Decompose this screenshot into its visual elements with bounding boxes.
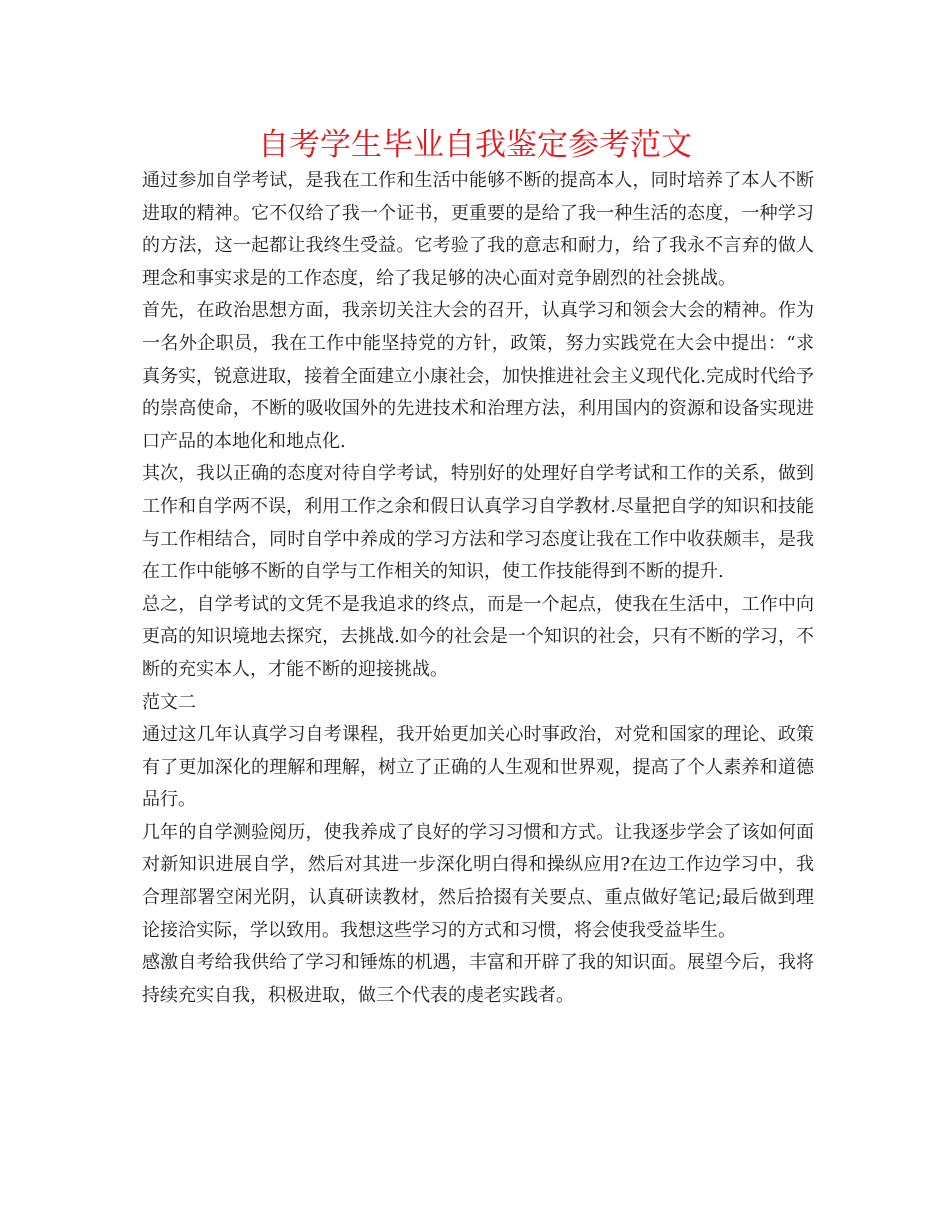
section-heading-sample-two: 范文二 [142,691,196,713]
paragraph-study-habits: 几年的自学测验阅历，使我养成了良好的学习习惯和方式。让我逐步学会了该如何面对新知识进展自学，然后对其进一步深化明白得和操纵应用?在边工作边学习中，我合理部署空闲光阴，认真研读教材，然后拾掇有关要点、重点做好笔记;最后做到理论接洽实际，学以致用。我想这些学习的方式和习惯，将会使我受益毕生。 [142,821,814,941]
paragraph-politics: 首先，在政治思想方面，我亲切关注大会的召开，认真学习和领会大会的精神。作为一名外企职员，我在工作中能坚持党的方针，政策，努力实践党在大会中提出：“求真务实，锐意进取，接着全面建立小康社会，加快推进社会主义现代化.完成时代给予的崇高使命，不断的吸收国外的先进技术和治理方法，利用国内的资源和设备实现进口产品的本地化和地点化. [142,300,814,452]
document-body [142,165,814,1012]
paragraph-gratitude: 感激自考给我供给了学习和锤炼的机遇，丰富和开辟了我的知识面。展望今后，我将持续充实自我，积极进取，做三个代表的虔老实践者。 [142,952,814,1006]
document-title: 自考学生毕业自我鉴定参考范文 [258,127,692,163]
paragraph-intro: 通过参加自学考试，是我在工作和生活中能够不断的提高本人，同时培养了本人不断进取的精神。它不仅给了我一个证书，更重要的是给了我一种生活的态度，一种学习的方法，这一起都让我终生受益。它考验了我的意志和耐力，给了我永不言弃的做人理念和事实求是的工作态度，给了我足够的决心面对竞争剧烈的社会挑战。 [142,170,814,289]
paragraph-conclusion: 总之，自学考试的文凭不是我追求的终点，而是一个起点，使我在生活中，工作中向更高的知识境地去探究，去挑战.如今的社会是一个知识的社会，只有不断的学习，不断的充实本人，才能不断的迎接挑战。 [142,593,814,680]
paragraph-sample-two-intro: 通过这几年认真学习自考课程，我开始更加关心时事政治，对党和国家的理论、政策有了更加深化的理解和理解，树立了正确的人生观和世界观，提高了个人素养和道德品行。 [142,724,814,811]
paragraph-study-attitude: 其次，我以正确的态度对待自学考试，特别好的处理好自学考试和工作的关系，做到工作和自学两不误，利用工作之余和假日认真学习自学教材.尽量把自学的知识和技能与工作相结合，同时自学中养成的学习方法和学习态度让我在工作中收获颇丰，是我在工作中能够不断的自学与工作相关的知识，使工作技能得到不断的提升. [142,463,814,583]
